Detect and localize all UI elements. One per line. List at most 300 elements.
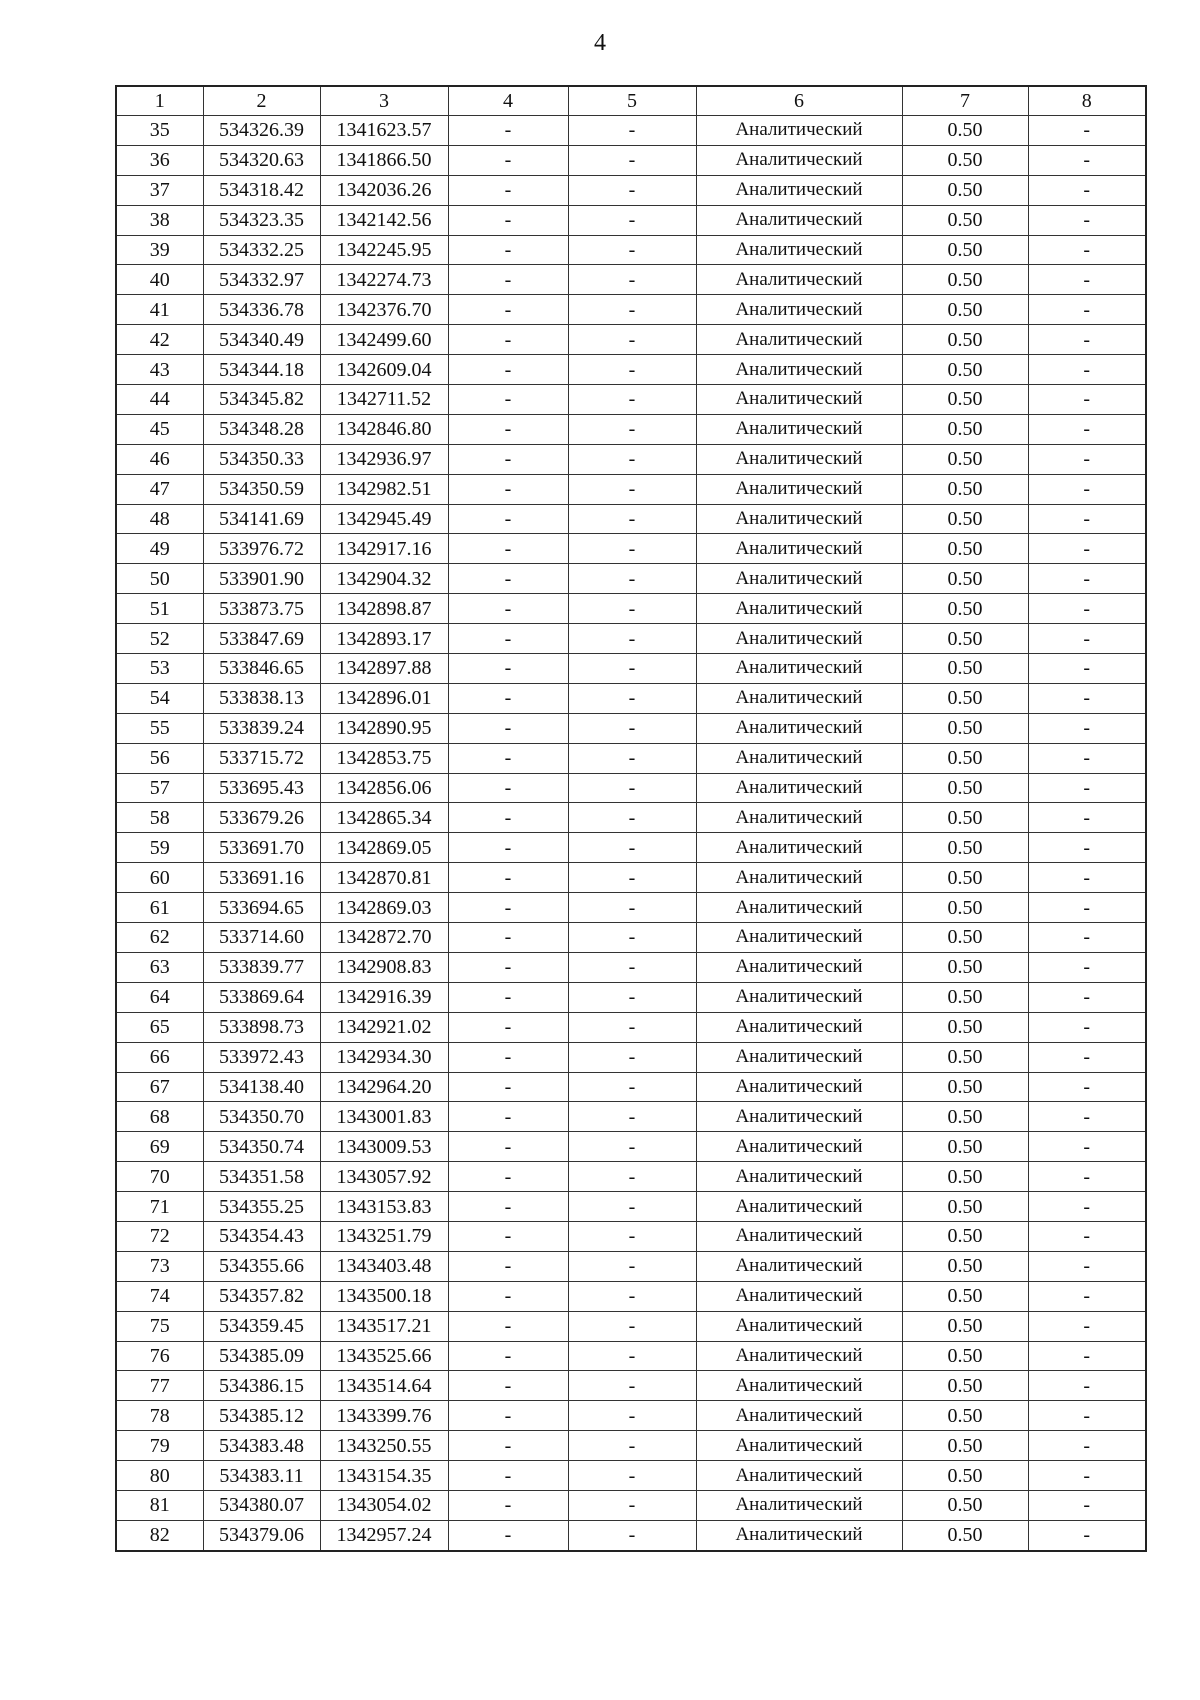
point-number-cell: 37 — [116, 175, 203, 205]
accuracy-cell: 0.50 — [902, 683, 1028, 713]
point-number-cell: 52 — [116, 624, 203, 654]
column-5-cell: - — [568, 1072, 696, 1102]
x-coordinate-cell: 534380.07 — [203, 1490, 320, 1520]
column-5-cell: - — [568, 355, 696, 385]
y-coordinate-cell: 1342945.49 — [320, 504, 448, 534]
point-number-cell: 47 — [116, 474, 203, 504]
y-coordinate-cell: 1342846.80 — [320, 414, 448, 444]
accuracy-cell: 0.50 — [902, 325, 1028, 355]
accuracy-cell: 0.50 — [902, 295, 1028, 325]
column-8-cell: - — [1028, 474, 1146, 504]
column-5-cell: - — [568, 923, 696, 953]
column-4-cell: - — [448, 773, 568, 803]
point-number-cell: 57 — [116, 773, 203, 803]
method-cell: Аналитический — [696, 683, 902, 713]
column-8-cell: - — [1028, 833, 1146, 863]
table-row — [116, 1192, 1146, 1222]
column-5-cell: - — [568, 773, 696, 803]
y-coordinate-cell: 1342499.60 — [320, 325, 448, 355]
method-cell: Аналитический — [696, 1490, 902, 1520]
method-cell: Аналитический — [696, 534, 902, 564]
column-4-cell: - — [448, 833, 568, 863]
accuracy-cell: 0.50 — [902, 1102, 1028, 1132]
accuracy-cell: 0.50 — [902, 1162, 1028, 1192]
table-row — [116, 385, 1146, 415]
y-coordinate-cell: 1342853.75 — [320, 743, 448, 773]
x-coordinate-cell: 534326.39 — [203, 116, 320, 146]
column-8-cell: - — [1028, 1371, 1146, 1401]
column-4-cell: - — [448, 654, 568, 684]
column-4-cell: - — [448, 1192, 568, 1222]
column-5-cell: - — [568, 893, 696, 923]
method-cell: Аналитический — [696, 982, 902, 1012]
column-5-cell: - — [568, 1371, 696, 1401]
column-8-cell: - — [1028, 534, 1146, 564]
method-cell: Аналитический — [696, 624, 902, 654]
point-number-cell: 45 — [116, 414, 203, 444]
column-5-cell: - — [568, 145, 696, 175]
x-coordinate-cell: 533873.75 — [203, 594, 320, 624]
y-coordinate-cell: 1342908.83 — [320, 952, 448, 982]
method-cell: Аналитический — [696, 474, 902, 504]
method-cell: Аналитический — [696, 923, 902, 953]
column-8-cell: - — [1028, 893, 1146, 923]
column-4-cell: - — [448, 1431, 568, 1461]
column-8-cell: - — [1028, 175, 1146, 205]
x-coordinate-cell: 534350.74 — [203, 1132, 320, 1162]
method-cell: Аналитический — [696, 1311, 902, 1341]
x-coordinate-cell: 533694.65 — [203, 893, 320, 923]
point-number-cell: 51 — [116, 594, 203, 624]
point-number-cell: 39 — [116, 235, 203, 265]
column-8-cell: - — [1028, 952, 1146, 982]
column-4-cell: - — [448, 893, 568, 923]
point-number-cell: 61 — [116, 893, 203, 923]
column-header: 8 — [1028, 86, 1146, 116]
column-5-cell: - — [568, 1311, 696, 1341]
table-row — [116, 534, 1146, 564]
method-cell: Аналитический — [696, 504, 902, 534]
accuracy-cell: 0.50 — [902, 205, 1028, 235]
table-row — [116, 743, 1146, 773]
table-row — [116, 1520, 1146, 1550]
y-coordinate-cell: 1342865.34 — [320, 803, 448, 833]
x-coordinate-cell: 534348.28 — [203, 414, 320, 444]
x-coordinate-cell: 534332.97 — [203, 265, 320, 295]
method-cell: Аналитический — [696, 594, 902, 624]
column-4-cell: - — [448, 295, 568, 325]
y-coordinate-cell: 1342982.51 — [320, 474, 448, 504]
accuracy-cell: 0.50 — [902, 534, 1028, 564]
y-coordinate-cell: 1342936.97 — [320, 444, 448, 474]
x-coordinate-cell: 534354.43 — [203, 1221, 320, 1251]
y-coordinate-cell: 1342957.24 — [320, 1520, 448, 1550]
table-row — [116, 1341, 1146, 1371]
table-row — [116, 1221, 1146, 1251]
column-5-cell: - — [568, 1192, 696, 1222]
table-row — [116, 504, 1146, 534]
column-5-cell: - — [568, 564, 696, 594]
y-coordinate-cell: 1343153.83 — [320, 1192, 448, 1222]
table-row — [116, 235, 1146, 265]
table-row — [116, 833, 1146, 863]
column-5-cell: - — [568, 1281, 696, 1311]
column-header: 6 — [696, 86, 902, 116]
column-5-cell: - — [568, 1221, 696, 1251]
y-coordinate-cell: 1343054.02 — [320, 1490, 448, 1520]
point-number-cell: 74 — [116, 1281, 203, 1311]
table-row — [116, 265, 1146, 295]
column-5-cell: - — [568, 713, 696, 743]
point-number-cell: 42 — [116, 325, 203, 355]
column-8-cell: - — [1028, 414, 1146, 444]
method-cell: Аналитический — [696, 414, 902, 444]
point-number-cell: 50 — [116, 564, 203, 594]
x-coordinate-cell: 533839.77 — [203, 952, 320, 982]
y-coordinate-cell: 1343525.66 — [320, 1341, 448, 1371]
accuracy-cell: 0.50 — [902, 175, 1028, 205]
column-8-cell: - — [1028, 594, 1146, 624]
column-4-cell: - — [448, 1371, 568, 1401]
column-4-cell: - — [448, 803, 568, 833]
x-coordinate-cell: 534383.11 — [203, 1461, 320, 1491]
table-row — [116, 1012, 1146, 1042]
accuracy-cell: 0.50 — [902, 1072, 1028, 1102]
column-8-cell: - — [1028, 355, 1146, 385]
table-row — [116, 683, 1146, 713]
x-coordinate-cell: 534350.59 — [203, 474, 320, 504]
method-cell: Аналитический — [696, 1192, 902, 1222]
page-number: 4 — [594, 30, 606, 56]
y-coordinate-cell: 1343057.92 — [320, 1162, 448, 1192]
y-coordinate-cell: 1342916.39 — [320, 982, 448, 1012]
x-coordinate-cell: 533679.26 — [203, 803, 320, 833]
x-coordinate-cell: 534351.58 — [203, 1162, 320, 1192]
table-row — [116, 444, 1146, 474]
point-number-cell: 48 — [116, 504, 203, 534]
column-8-cell: - — [1028, 325, 1146, 355]
column-5-cell: - — [568, 743, 696, 773]
point-number-cell: 56 — [116, 743, 203, 773]
column-5-cell: - — [568, 1162, 696, 1192]
column-4-cell: - — [448, 923, 568, 953]
method-cell: Аналитический — [696, 295, 902, 325]
accuracy-cell: 0.50 — [902, 1311, 1028, 1341]
table-row — [116, 474, 1146, 504]
column-header: 2 — [203, 86, 320, 116]
column-4-cell: - — [448, 325, 568, 355]
method-cell: Аналитический — [696, 1341, 902, 1371]
table-row — [116, 1490, 1146, 1520]
x-coordinate-cell: 534332.25 — [203, 235, 320, 265]
point-number-cell: 75 — [116, 1311, 203, 1341]
method-cell: Аналитический — [696, 1221, 902, 1251]
column-4-cell: - — [448, 982, 568, 1012]
column-4-cell: - — [448, 1461, 568, 1491]
table-row — [116, 923, 1146, 953]
column-4-cell: - — [448, 534, 568, 564]
method-cell: Аналитический — [696, 952, 902, 982]
x-coordinate-cell: 533898.73 — [203, 1012, 320, 1042]
column-8-cell: - — [1028, 1102, 1146, 1132]
accuracy-cell: 0.50 — [902, 863, 1028, 893]
table-row — [116, 863, 1146, 893]
method-cell: Аналитический — [696, 1281, 902, 1311]
method-cell: Аналитический — [696, 1461, 902, 1491]
table-row — [116, 1281, 1146, 1311]
point-number-cell: 44 — [116, 385, 203, 415]
accuracy-cell: 0.50 — [902, 385, 1028, 415]
point-number-cell: 70 — [116, 1162, 203, 1192]
x-coordinate-cell: 533976.72 — [203, 534, 320, 564]
column-8-cell: - — [1028, 145, 1146, 175]
y-coordinate-cell: 1342869.03 — [320, 893, 448, 923]
column-8-cell: - — [1028, 683, 1146, 713]
column-5-cell: - — [568, 863, 696, 893]
accuracy-cell: 0.50 — [902, 1042, 1028, 1072]
column-4-cell: - — [448, 743, 568, 773]
column-8-cell: - — [1028, 295, 1146, 325]
accuracy-cell: 0.50 — [902, 1281, 1028, 1311]
column-4-cell: - — [448, 355, 568, 385]
column-8-cell: - — [1028, 1341, 1146, 1371]
method-cell: Аналитический — [696, 893, 902, 923]
accuracy-cell: 0.50 — [902, 145, 1028, 175]
column-8-cell: - — [1028, 385, 1146, 415]
column-5-cell: - — [568, 1251, 696, 1281]
table-row — [116, 1401, 1146, 1431]
method-cell: Аналитический — [696, 444, 902, 474]
y-coordinate-cell: 1342870.81 — [320, 863, 448, 893]
column-5-cell: - — [568, 504, 696, 534]
x-coordinate-cell: 534355.66 — [203, 1251, 320, 1281]
y-coordinate-cell: 1343403.48 — [320, 1251, 448, 1281]
column-4-cell: - — [448, 863, 568, 893]
point-number-cell: 46 — [116, 444, 203, 474]
column-8-cell: - — [1028, 1012, 1146, 1042]
accuracy-cell: 0.50 — [902, 833, 1028, 863]
table-row — [116, 1251, 1146, 1281]
y-coordinate-cell: 1341866.50 — [320, 145, 448, 175]
method-cell: Аналитический — [696, 205, 902, 235]
method-cell: Аналитический — [696, 1132, 902, 1162]
column-5-cell: - — [568, 116, 696, 146]
method-cell: Аналитический — [696, 654, 902, 684]
column-8-cell: - — [1028, 564, 1146, 594]
accuracy-cell: 0.50 — [902, 982, 1028, 1012]
x-coordinate-cell: 533839.24 — [203, 713, 320, 743]
x-coordinate-cell: 533691.16 — [203, 863, 320, 893]
x-coordinate-cell: 533691.70 — [203, 833, 320, 863]
method-cell: Аналитический — [696, 1251, 902, 1281]
column-8-cell: - — [1028, 1162, 1146, 1192]
table-row — [116, 116, 1146, 146]
column-4-cell: - — [448, 1281, 568, 1311]
table-row — [116, 325, 1146, 355]
method-cell: Аналитический — [696, 116, 902, 146]
point-number-cell: 67 — [116, 1072, 203, 1102]
y-coordinate-cell: 1342274.73 — [320, 265, 448, 295]
column-8-cell: - — [1028, 923, 1146, 953]
column-8-cell: - — [1028, 265, 1146, 295]
x-coordinate-cell: 534359.45 — [203, 1311, 320, 1341]
x-coordinate-cell: 533715.72 — [203, 743, 320, 773]
table-row — [116, 1162, 1146, 1192]
accuracy-cell: 0.50 — [902, 1251, 1028, 1281]
column-5-cell: - — [568, 534, 696, 564]
accuracy-cell: 0.50 — [902, 235, 1028, 265]
x-coordinate-cell: 534383.48 — [203, 1431, 320, 1461]
table-row — [116, 1461, 1146, 1491]
x-coordinate-cell: 534350.33 — [203, 444, 320, 474]
column-5-cell: - — [568, 385, 696, 415]
method-cell: Аналитический — [696, 803, 902, 833]
coordinates-table — [115, 85, 1147, 1552]
column-8-cell: - — [1028, 1401, 1146, 1431]
point-number-cell: 62 — [116, 923, 203, 953]
y-coordinate-cell: 1342142.56 — [320, 205, 448, 235]
column-4-cell: - — [448, 683, 568, 713]
accuracy-cell: 0.50 — [902, 414, 1028, 444]
column-8-cell: - — [1028, 235, 1146, 265]
column-5-cell: - — [568, 1341, 696, 1371]
y-coordinate-cell: 1342711.52 — [320, 385, 448, 415]
column-4-cell: - — [448, 175, 568, 205]
accuracy-cell: 0.50 — [902, 713, 1028, 743]
column-4-cell: - — [448, 444, 568, 474]
y-coordinate-cell: 1343399.76 — [320, 1401, 448, 1431]
method-cell: Аналитический — [696, 743, 902, 773]
y-coordinate-cell: 1343500.18 — [320, 1281, 448, 1311]
accuracy-cell: 0.50 — [902, 624, 1028, 654]
accuracy-cell: 0.50 — [902, 923, 1028, 953]
y-coordinate-cell: 1342856.06 — [320, 773, 448, 803]
accuracy-cell: 0.50 — [902, 1132, 1028, 1162]
point-number-cell: 82 — [116, 1520, 203, 1550]
point-number-cell: 54 — [116, 683, 203, 713]
x-coordinate-cell: 534379.06 — [203, 1520, 320, 1550]
accuracy-cell: 0.50 — [902, 116, 1028, 146]
column-4-cell: - — [448, 1221, 568, 1251]
x-coordinate-cell: 534355.25 — [203, 1192, 320, 1222]
point-number-cell: 43 — [116, 355, 203, 385]
column-8-cell: - — [1028, 863, 1146, 893]
y-coordinate-cell: 1342964.20 — [320, 1072, 448, 1102]
point-number-cell: 53 — [116, 654, 203, 684]
table-row — [116, 295, 1146, 325]
table-row — [116, 1132, 1146, 1162]
accuracy-cell: 0.50 — [902, 773, 1028, 803]
y-coordinate-cell: 1342898.87 — [320, 594, 448, 624]
y-coordinate-cell: 1342376.70 — [320, 295, 448, 325]
column-4-cell: - — [448, 1162, 568, 1192]
method-cell: Аналитический — [696, 1162, 902, 1192]
column-4-cell: - — [448, 504, 568, 534]
method-cell: Аналитический — [696, 355, 902, 385]
y-coordinate-cell: 1342245.95 — [320, 235, 448, 265]
x-coordinate-cell: 534344.18 — [203, 355, 320, 385]
accuracy-cell: 0.50 — [902, 1371, 1028, 1401]
x-coordinate-cell: 534323.35 — [203, 205, 320, 235]
table-row — [116, 893, 1146, 923]
column-4-cell: - — [448, 1341, 568, 1371]
method-cell: Аналитический — [696, 833, 902, 863]
y-coordinate-cell: 1342609.04 — [320, 355, 448, 385]
column-4-cell: - — [448, 265, 568, 295]
x-coordinate-cell: 534318.42 — [203, 175, 320, 205]
point-number-cell: 65 — [116, 1012, 203, 1042]
table-body — [116, 116, 1146, 1551]
y-coordinate-cell: 1343009.53 — [320, 1132, 448, 1162]
accuracy-cell: 0.50 — [902, 743, 1028, 773]
column-8-cell: - — [1028, 1192, 1146, 1222]
column-8-cell: - — [1028, 982, 1146, 1012]
column-4-cell: - — [448, 145, 568, 175]
column-5-cell: - — [568, 1461, 696, 1491]
y-coordinate-cell: 1343251.79 — [320, 1221, 448, 1251]
accuracy-cell: 0.50 — [902, 564, 1028, 594]
column-5-cell: - — [568, 833, 696, 863]
y-coordinate-cell: 1343514.64 — [320, 1371, 448, 1401]
column-5-cell: - — [568, 175, 696, 205]
accuracy-cell: 0.50 — [902, 1221, 1028, 1251]
column-5-cell: - — [568, 444, 696, 474]
method-cell: Аналитический — [696, 1072, 902, 1102]
x-coordinate-cell: 534386.15 — [203, 1371, 320, 1401]
table-row — [116, 205, 1146, 235]
accuracy-cell: 0.50 — [902, 1401, 1028, 1431]
column-8-cell: - — [1028, 654, 1146, 684]
column-5-cell: - — [568, 414, 696, 444]
column-5-cell: - — [568, 1102, 696, 1132]
column-8-cell: - — [1028, 1520, 1146, 1550]
column-5-cell: - — [568, 1520, 696, 1550]
table-row — [116, 803, 1146, 833]
method-cell: Аналитический — [696, 175, 902, 205]
method-cell: Аналитический — [696, 1042, 902, 1072]
column-5-cell: - — [568, 1012, 696, 1042]
column-4-cell: - — [448, 1311, 568, 1341]
accuracy-cell: 0.50 — [902, 355, 1028, 385]
column-5-cell: - — [568, 982, 696, 1012]
table-row — [116, 594, 1146, 624]
x-coordinate-cell: 533695.43 — [203, 773, 320, 803]
x-coordinate-cell: 533838.13 — [203, 683, 320, 713]
x-coordinate-cell: 533846.65 — [203, 654, 320, 684]
y-coordinate-cell: 1343250.55 — [320, 1431, 448, 1461]
table-header-row — [116, 86, 1146, 116]
method-cell: Аналитический — [696, 265, 902, 295]
table-row — [116, 145, 1146, 175]
column-4-cell: - — [448, 1490, 568, 1520]
column-4-cell: - — [448, 624, 568, 654]
method-cell: Аналитический — [696, 773, 902, 803]
column-5-cell: - — [568, 624, 696, 654]
accuracy-cell: 0.50 — [902, 1461, 1028, 1491]
column-4-cell: - — [448, 385, 568, 415]
point-number-cell: 49 — [116, 534, 203, 564]
method-cell: Аналитический — [696, 1431, 902, 1461]
column-4-cell: - — [448, 713, 568, 743]
column-5-cell: - — [568, 803, 696, 833]
column-5-cell: - — [568, 235, 696, 265]
x-coordinate-cell: 534357.82 — [203, 1281, 320, 1311]
y-coordinate-cell: 1342934.30 — [320, 1042, 448, 1072]
x-coordinate-cell: 533972.43 — [203, 1042, 320, 1072]
y-coordinate-cell: 1342872.70 — [320, 923, 448, 953]
column-4-cell: - — [448, 952, 568, 982]
accuracy-cell: 0.50 — [902, 893, 1028, 923]
